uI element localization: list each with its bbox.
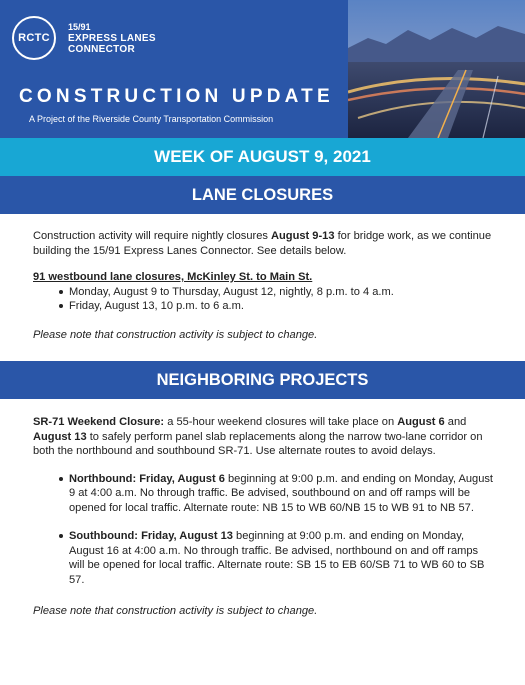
list-item: Northbound: Friday, August 6 beginning at 9:00 p.m. and ending on Monday, August 9 at 4:00 a.m. No through traffic. Be advised, southbound on and off ramps will be opened for local traffic. Alternate route: NB 15 to WB 60/NB 15 to WB 91 to NB 57. [33,472,493,516]
lane-closures-intro: Construction activity will require nightly closures August 9-13 for bridge work, as we continue building the 15/91 Express Lanes Connector. See details below. [33,230,492,257]
highway-photo [348,0,525,138]
sr71-paragraph: SR-71 Weekend Closure: a 55-hour weekend closures will take place on August 6 and August 13 to safely perform panel slab replacements along the narrow two-lane corridor on both the northbound and southbound SR-71. Use alternate routes to avoid delays. [33,416,483,457]
page-subtitle: A Project of the Riverside County Transportation Commission [29,114,274,124]
closure-note: Please note that construction activity is subject to change. [33,328,318,341]
logo-line-1: 15/91 [68,21,91,32]
logo-text [68,22,156,55]
logo-line-2: EXPRESS LANES [68,32,156,44]
rctc-logo [12,16,156,60]
page-title: CONSTRUCTION UPDATE [19,86,334,107]
neighboring-projects-heading: NEIGHBORING PROJECTS [0,361,525,399]
list-item: Friday, August 13, 10 p.m. to 6 a.m. [33,299,493,314]
neighboring-section [33,415,493,619]
neighboring-note: Please note that construction activity is subject to change. [33,605,318,617]
logo-circle-icon [12,16,56,60]
lane-closures-heading: LANE CLOSURES [0,176,525,214]
logo-line-3: CONNECTOR [68,43,135,55]
list-item: Monday, August 9 to Thursday, August 12, nightly, 8 p.m. to 4 a.m. [33,285,493,300]
list-item: Southbound: Friday, August 13 beginning at 9:00 p.m. and ending on Monday, August 16 at 4:00 a.m. No through traffic. Be advised, northbound on and off ramps will be opened for local traffic. Alternate route: SB 15 to EB 60/SB 71 to WB 60 to SB 57. [33,529,493,587]
closure-direction-list [33,472,493,588]
header-banner [0,0,525,138]
logo-abbr: RCTC [18,32,50,44]
closure-subheading: 91 westbound lane closures, McKinley St. to Main St. [33,271,313,283]
closure-list [33,285,493,314]
lane-closures-section [33,229,493,342]
week-banner: WEEK OF AUGUST 9, 2021 [0,138,525,176]
